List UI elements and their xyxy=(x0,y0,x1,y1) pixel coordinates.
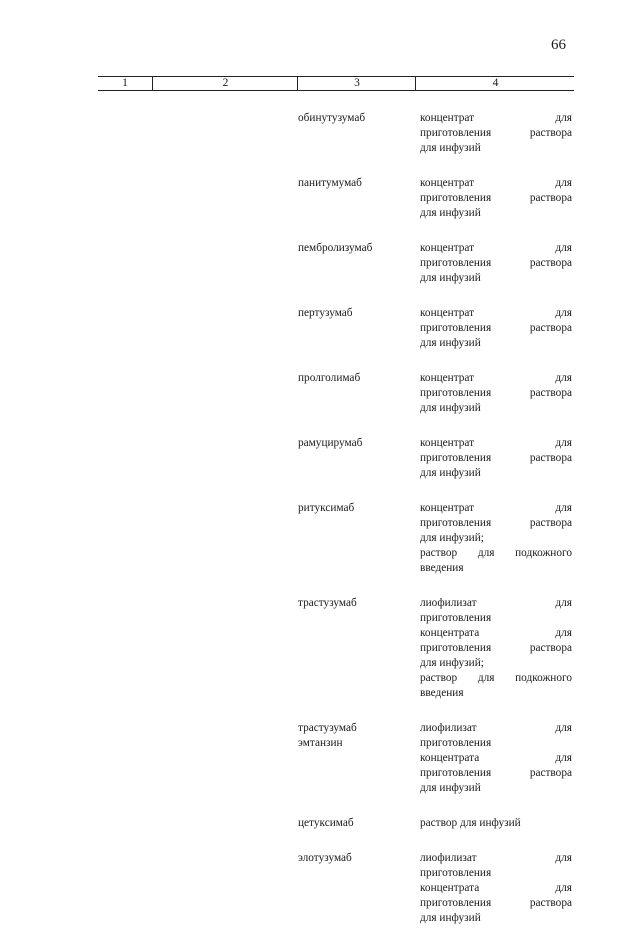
dosage-form-line xyxy=(420,241,572,256)
drug-name xyxy=(298,111,408,126)
dosage-form-word: приготовления xyxy=(420,387,492,399)
dosage-form-word: концентрат xyxy=(420,372,475,384)
dosage-form-word: концентрат xyxy=(420,437,475,449)
dosage-form-word: для xyxy=(555,437,572,449)
dosage-form-word: раствора xyxy=(529,127,572,139)
page-number: 66 xyxy=(551,37,566,53)
dosage-form-word: для инфузий; xyxy=(420,657,484,669)
dosage-form-word: для xyxy=(555,852,572,864)
dosage-form-line xyxy=(420,736,572,751)
dosage-form-word: для xyxy=(555,112,572,124)
drug-name-line: элотузумаб xyxy=(298,852,352,864)
table-row xyxy=(0,176,639,221)
dosage-form-word: введения xyxy=(420,562,464,574)
dosage-form xyxy=(420,371,572,416)
drug-name-line: трастузумаб xyxy=(298,722,357,734)
dosage-form-word: приготовления xyxy=(420,642,492,654)
drug-name xyxy=(298,596,408,611)
dosage-form xyxy=(420,721,572,796)
table-body xyxy=(0,111,639,946)
dosage-form-word: раствора xyxy=(529,387,572,399)
table-header-row xyxy=(98,76,574,91)
dosage-form-line xyxy=(420,176,572,191)
dosage-form xyxy=(420,306,572,351)
table-header-col-2: 2 xyxy=(152,77,298,90)
dosage-form-line xyxy=(420,896,572,911)
drug-name-line: эмтанзин xyxy=(298,737,343,749)
dosage-form-line xyxy=(420,436,572,451)
dosage-form xyxy=(420,111,572,156)
drug-name-line: обинутузумаб xyxy=(298,112,366,124)
dosage-form-word: для xyxy=(555,177,572,189)
dosage-form-line xyxy=(420,596,572,611)
dosage-form-word: концентрат xyxy=(420,242,475,254)
dosage-form-word: раствора xyxy=(529,192,572,204)
drug-name xyxy=(298,816,408,831)
dosage-form-word: раствора xyxy=(529,767,572,779)
dosage-form-line xyxy=(420,671,572,686)
dosage-form xyxy=(420,596,572,701)
dosage-form-word: приготовления xyxy=(420,897,492,909)
dosage-form-line xyxy=(420,816,572,831)
dosage-form-line xyxy=(420,751,572,766)
dosage-form-line xyxy=(420,466,572,481)
dosage-form-line xyxy=(420,641,572,656)
dosage-form-line xyxy=(420,911,572,926)
dosage-form-word: введения xyxy=(420,687,464,699)
dosage-form-word: подкожного xyxy=(515,672,572,684)
dosage-form-word: приготовления xyxy=(420,867,492,879)
dosage-form-word: раствор xyxy=(420,547,458,559)
dosage-form xyxy=(420,501,572,576)
dosage-form-line xyxy=(420,371,572,386)
dosage-form xyxy=(420,436,572,481)
dosage-form-word: раствор xyxy=(420,672,458,684)
dosage-form-line xyxy=(420,686,572,701)
drug-name-line: пертузумаб xyxy=(298,307,353,319)
drug-name-line: пролголимаб xyxy=(298,372,361,384)
dosage-form-word: концентрат xyxy=(420,502,475,514)
dosage-form-word: раствора xyxy=(529,322,572,334)
dosage-form-word: концентрата xyxy=(420,882,480,894)
table-row xyxy=(0,241,639,286)
dosage-form-word: лиофилизат xyxy=(420,852,477,864)
dosage-form-word: лиофилизат xyxy=(420,722,477,734)
dosage-form-line xyxy=(420,206,572,221)
dosage-form-word: приготовления xyxy=(420,127,492,139)
dosage-form-line xyxy=(420,386,572,401)
dosage-form-line xyxy=(420,781,572,796)
dosage-form-word: приготовления xyxy=(420,612,492,624)
dosage-form-line xyxy=(420,191,572,206)
dosage-form-line xyxy=(420,881,572,896)
dosage-form-word: для xyxy=(555,307,572,319)
dosage-form-word: концентрата xyxy=(420,627,480,639)
drug-name xyxy=(298,501,408,516)
drug-name xyxy=(298,306,408,321)
dosage-form-line xyxy=(420,271,572,286)
dosage-form-line xyxy=(420,561,572,576)
dosage-form-word: для инфузий xyxy=(420,467,481,479)
dosage-form-word: подкожного xyxy=(515,547,572,559)
table-row xyxy=(0,371,639,416)
dosage-form-word: концентрат xyxy=(420,307,475,319)
dosage-form-word: для xyxy=(555,372,572,384)
dosage-form-line xyxy=(420,401,572,416)
dosage-form xyxy=(420,851,572,926)
table-row xyxy=(0,721,639,796)
dosage-form-line xyxy=(420,256,572,271)
drug-name-line: ритуксимаб xyxy=(298,502,355,514)
dosage-form-word: для инфузий xyxy=(420,402,481,414)
drug-name xyxy=(298,176,408,191)
dosage-form-word: концентрата xyxy=(420,752,480,764)
dosage-form-line xyxy=(420,336,572,351)
dosage-form-word: приготовления xyxy=(420,322,492,334)
dosage-form-word: для xyxy=(555,722,572,734)
drug-name xyxy=(298,851,408,866)
dosage-form-word: лиофилизат xyxy=(420,597,477,609)
dosage-form-line xyxy=(420,866,572,881)
dosage-form-word: для инфузий xyxy=(420,272,481,284)
dosage-form-line xyxy=(420,766,572,781)
drug-name-line: рамуцирумаб xyxy=(298,437,363,449)
drug-name xyxy=(298,371,408,386)
dosage-form-word: для инфузий xyxy=(420,337,481,349)
dosage-form-word: для инфузий xyxy=(420,782,481,794)
dosage-form-line xyxy=(420,451,572,466)
table-row xyxy=(0,851,639,926)
table-row xyxy=(0,436,639,481)
dosage-form-line xyxy=(420,126,572,141)
dosage-form-word: для инфузий xyxy=(420,207,481,219)
drug-name-line: трастузумаб xyxy=(298,597,357,609)
dosage-form-word: приготовления xyxy=(420,257,492,269)
dosage-form-word: приготовления xyxy=(420,737,492,749)
drug-name-line: пембролизумаб xyxy=(298,242,373,254)
dosage-form xyxy=(420,176,572,221)
dosage-form-line xyxy=(420,531,572,546)
table-header-col-4: 4 xyxy=(415,77,575,90)
dosage-form-word: для инфузий xyxy=(420,142,481,154)
table-row xyxy=(0,306,639,351)
dosage-form-word: для xyxy=(555,752,572,764)
dosage-form-line xyxy=(420,721,572,736)
dosage-form-word: для xyxy=(555,597,572,609)
dosage-form-word: раствора xyxy=(529,257,572,269)
dosage-form-line xyxy=(420,321,572,336)
dosage-form-line xyxy=(420,626,572,641)
drug-name xyxy=(298,241,408,256)
dosage-form-word: раствора xyxy=(529,897,572,909)
table-row xyxy=(0,111,639,156)
dosage-form-line xyxy=(420,656,572,671)
dosage-form-line xyxy=(420,546,572,561)
dosage-form-word: приготовления xyxy=(420,767,492,779)
dosage-form-word: раствора xyxy=(529,642,572,654)
dosage-form-line xyxy=(420,141,572,156)
table-header-col-1: 1 xyxy=(122,77,128,89)
dosage-form-word: раствора xyxy=(529,452,572,464)
drug-name-line: цетуксимаб xyxy=(298,817,354,829)
dosage-form-word: для xyxy=(477,672,495,684)
dosage-form-word: для xyxy=(555,502,572,514)
dosage-form-word: для инфузий; xyxy=(420,532,484,544)
dosage-form xyxy=(420,816,572,831)
dosage-form-word: раствор для инфузий xyxy=(420,817,521,829)
dosage-form-word: раствора xyxy=(529,517,572,529)
dosage-form-word: концентрат xyxy=(420,112,475,124)
dosage-form-line xyxy=(420,111,572,126)
dosage-form-line xyxy=(420,516,572,531)
drug-name xyxy=(298,721,408,751)
drug-name-line: панитумумаб xyxy=(298,177,362,189)
dosage-form-word: концентрат xyxy=(420,177,475,189)
dosage-form-word: приготовления xyxy=(420,192,492,204)
dosage-form-word: для xyxy=(477,547,495,559)
dosage-form-word: для инфузий xyxy=(420,912,481,924)
dosage-form xyxy=(420,241,572,286)
dosage-form-word: для xyxy=(555,627,572,639)
drug-name xyxy=(298,436,408,451)
table-header-col-3: 3 xyxy=(297,77,416,90)
dosage-form-line xyxy=(420,501,572,516)
dosage-form-line xyxy=(420,306,572,321)
dosage-form-word: для xyxy=(555,882,572,894)
dosage-form-word: приготовления xyxy=(420,452,492,464)
dosage-form-line xyxy=(420,851,572,866)
table-row xyxy=(0,816,639,831)
table-row xyxy=(0,501,639,576)
dosage-form-word: приготовления xyxy=(420,517,492,529)
table-row xyxy=(0,596,639,701)
dosage-form-word: для xyxy=(555,242,572,254)
dosage-form-line xyxy=(420,611,572,626)
